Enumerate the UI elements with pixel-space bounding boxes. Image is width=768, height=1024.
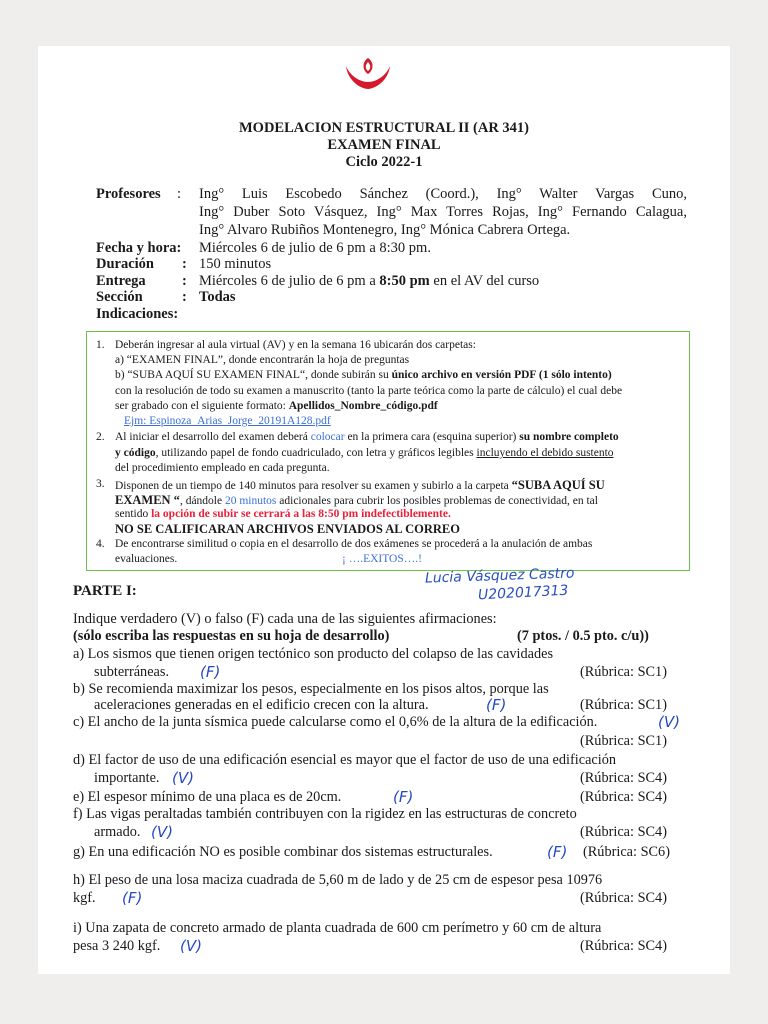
instruction-3d: NO SE CALIFICARAN ARCHIVOS ENVIADOS AL CORREO [115, 522, 460, 536]
instruction-1d-format: Apellidos_Nombre_código.pdf [288, 400, 438, 412]
instruction-2-text: Al iniciar el desarrollo del examen deberá [115, 431, 311, 443]
instruction-3-number: 3. [96, 478, 105, 490]
instruction-2 [115, 431, 619, 443]
fecha-label: Fecha y hora: [96, 240, 182, 256]
question-d-line-1: d) El factor de uso de una edificación esencial es mayor que el factor de uso de una edificación [73, 752, 617, 768]
handwritten-code: U202017313 [477, 582, 569, 604]
rubric-d: (Rúbrica: SC4) [580, 770, 667, 786]
seccion-colon: : [182, 289, 187, 305]
profesores-line-3: Ing° Alvaro Rubiños Montenegro, Ing° Mónica Cabrera Ortega. [199, 222, 571, 238]
instruction-1c: con la resolución de todo su examen a manuscrito (tanto la parte teórica como la parte de cálculo) el cual debe [115, 385, 623, 397]
instruction-1b [115, 369, 612, 381]
instruction-1: Deberán ingresar al aula virtual (AV) y en la semana 16 ubicarán dos carpetas: [115, 339, 476, 351]
answer-f: (V) [151, 823, 173, 841]
parte-intro: Indique verdadero (V) o falso (F) cada una de las siguientes afirmaciones: [73, 611, 497, 627]
instruction-1b-bold: único archivo en versión PDF (1 sólo intento) [391, 369, 612, 381]
answer-a: (F) [200, 663, 221, 681]
entrega-text: Miércoles 6 de julio de 6 pm a [199, 273, 380, 289]
question-b-line-1: b) Se recomienda maximizar los pesos, especialmente en los pisos altos, porque las [73, 681, 549, 697]
instruction-4: De encontrarse similitud o copia en el desarrollo de dos exámenes se procederá a la anulación de ambas [115, 538, 593, 550]
cycle-title: Ciclo 2022-1 [345, 154, 423, 170]
question-d-line-2: importante. [94, 770, 160, 786]
duracion-label: Duración [96, 256, 154, 272]
instruction-4-number: 4. [96, 538, 105, 550]
profesores-colon: : [177, 186, 182, 202]
instruction-2-blue: colocar [310, 431, 345, 443]
question-a-line-1: a) Los sismos que tienen origen tectónico son producto del colapso de las cavidades [73, 646, 554, 662]
rubric-b: (Rúbrica: SC1) [580, 697, 667, 713]
rubric-h: (Rúbrica: SC4) [580, 890, 667, 906]
question-c-line-1: c) El ancho de la junta sísmica puede calcularse como el 0,6% de la altura de la edificación. [73, 714, 598, 730]
exam-title: EXAMEN FINAL [327, 137, 441, 153]
instruction-3 [115, 478, 605, 493]
instruction-4b: evaluaciones. [115, 553, 178, 565]
answer-e: (F) [393, 788, 414, 806]
instruction-3c-warning: la opción de subir se cerrará a las 8:50 pm indefectiblemente. [151, 508, 451, 520]
profesores-line-1: Ing° Luis Escobedo Sánchez (Coord.), Ing° Walter Vargas Cuno, [199, 186, 687, 202]
instruction-3-bold: “SUBA AQUÍ SU [511, 478, 605, 492]
seccion-label: Sección [96, 289, 143, 305]
entrega-place: en el AV del curso [429, 273, 540, 289]
question-g-line-1: g) En una edificación NO es posible combinar dos sistemas estructurales. [73, 844, 493, 860]
answer-i: (V) [180, 937, 202, 955]
course-title: MODELACION ESTRUCTURAL II (AR 341) [238, 120, 530, 136]
fecha-value: Miércoles 6 de julio de 6 pm a 8:30 pm. [199, 240, 431, 256]
instruction-1-number: 1. [96, 339, 105, 351]
instruction-2c: del procedimiento empleado en cada pregunta. [115, 462, 330, 474]
instruction-2b-bold: y código [115, 447, 156, 459]
instruction-3c-text: sentido [115, 508, 152, 520]
answer-h: (F) [122, 889, 143, 907]
question-i-line-1: i) Una zapata de concreto armado de planta cuadrada de 600 cm perímetro y 60 cm de altura [73, 920, 602, 936]
duracion-value: 150 minutos [199, 256, 272, 272]
question-h-line-1: h) El peso de una losa maciza cuadrada de 5,60 m de lado y de 25 cm de espesor pesa 10976 [73, 872, 603, 888]
rubric-c: (Rúbrica: SC1) [580, 733, 667, 749]
answer-b: (F) [486, 696, 507, 714]
rubric-e: (Rúbrica: SC4) [580, 789, 667, 805]
instruction-3-text: Disponen de un tiempo de 140 minutos para resolver su examen y subirlo a la carpeta [115, 480, 512, 492]
instruction-2-number: 2. [96, 431, 105, 443]
question-b-line-2: aceleraciones generadas en el edificio crecen con la altura. [94, 697, 429, 713]
duracion-colon: : [182, 256, 187, 272]
instruction-3b [115, 493, 598, 508]
entrega-label: Entrega [96, 273, 146, 289]
profesores-line-2: Ing° Duber Soto Vásquez, Ing° Max Torres Rojas, Ing° Fernando Calagua, [199, 204, 687, 220]
seccion-value: Todas [199, 289, 236, 305]
answer-g: (F) [547, 843, 568, 861]
indicaciones-label: Indicaciones: [96, 306, 179, 322]
rubric-f: (Rúbrica: SC4) [580, 824, 667, 840]
instruction-1a: a) “EXAMEN FINAL”, donde encontrarán la hoja de preguntas [115, 354, 410, 366]
question-f-line-1: f) Las vigas peraltadas también contribuyen con la rigidez en las estructuras de concreto [73, 806, 577, 822]
question-e-line-1: e) El espesor mínimo de una placa es de 20cm. [73, 789, 342, 805]
question-a-line-2: subterráneas. [94, 664, 170, 680]
rubric-g: (Rúbrica: SC6) [583, 844, 670, 860]
instruction-1b-text: b) “SUBA AQUÍ SU EXAMEN FINAL“, donde subirán su [115, 369, 392, 381]
instruction-2b-underline: incluyendo el debido sustento [476, 447, 614, 459]
example-filename-link[interactable]: Ejm: Espinoza_Arias_Jorge_20191A128.pdf [124, 415, 331, 427]
answer-d: (V) [172, 769, 194, 787]
instruction-2-mid: en la primera cara (esquina superior) [344, 431, 520, 443]
exitos-text: ¡ ….EXITOS….! [342, 553, 422, 565]
entrega-colon: : [182, 273, 187, 289]
handwritten-name: Lucia Vásquez Castro [424, 565, 575, 587]
entrega-time: 8:50 pm [379, 273, 430, 289]
instruction-3b-bold: EXAMEN “ [115, 493, 180, 507]
instruction-3b-blue: 20 minutos [224, 495, 277, 507]
instruction-3b-text: , dándole [179, 495, 225, 507]
instruction-2b [115, 447, 614, 459]
rubric-a: (Rúbrica: SC1) [580, 664, 667, 680]
instruction-1d-text: ser grabado con el siguiente formato: [115, 400, 289, 412]
instruction-3b-post: adicionales para cubrir los posibles problemas de conectividad, en tal [276, 495, 598, 507]
question-i-line-2: pesa 3 240 kgf. [73, 938, 161, 954]
university-logo-icon [342, 56, 394, 90]
rubric-i: (Rúbrica: SC4) [580, 938, 667, 954]
parte-intro-bold: (sólo escriba las respuestas en su hoja de desarrollo) [73, 628, 390, 644]
parte-title: PARTE I: [73, 583, 137, 599]
question-h-line-2: kgf. [73, 890, 96, 906]
instruction-2-bold: su nombre completo [519, 431, 619, 443]
parte-points: (7 ptos. / 0.5 pto. c/u)) [517, 628, 649, 644]
instruction-3c [115, 508, 451, 520]
entrega-value [199, 273, 539, 290]
profesores-label: Profesores [96, 186, 161, 202]
instruction-1d [115, 400, 438, 412]
instruction-2b-text: , utilizando papel de fondo cuadriculado, con letra y gráficos legibles [155, 447, 477, 459]
answer-c: (V) [658, 713, 680, 731]
question-f-line-2: armado. [94, 824, 141, 840]
